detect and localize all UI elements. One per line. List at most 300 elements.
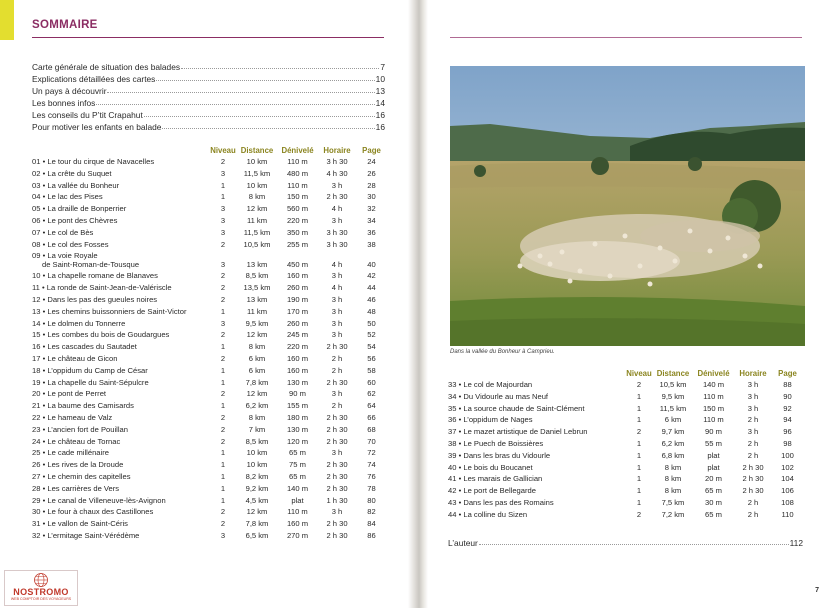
- hike-name: 31 • Le vallon de Saint-Céris: [32, 519, 128, 529]
- hike-name: 42 • Le port de Bellegarde: [448, 486, 536, 496]
- hike-horaire: 2 h 30: [326, 377, 348, 387]
- hike-distance: 8 km: [248, 412, 266, 422]
- hike-name: 15 • Les combes du bois de Goudargues: [32, 330, 170, 340]
- hike-title: Le cade millénaire: [47, 448, 109, 458]
- hike-number: 28: [32, 483, 41, 493]
- header-denivele: Dénivelé: [697, 369, 730, 378]
- hike-page: 84: [367, 519, 376, 529]
- table-header: [448, 368, 804, 379]
- hike-number: 07: [32, 227, 41, 237]
- hike-page: 30: [367, 192, 376, 202]
- hike-page: 32: [367, 204, 376, 214]
- page-number: 7: [815, 587, 819, 594]
- hike-title: Les carrières de Vers: [47, 483, 120, 493]
- hike-horaire: 3 h: [747, 427, 759, 437]
- hike-distance: 6,2 km: [245, 401, 269, 411]
- table-row: [32, 353, 388, 365]
- hike-denivele: 20 m: [705, 474, 722, 484]
- hike-denivele: 260 m: [286, 283, 309, 293]
- logo-tagline: WEB COMPTOIR DES VOYAGEURS: [10, 597, 72, 601]
- hike-distance: 11 km: [246, 215, 268, 225]
- toc-label: Pour motiver les enfants en balade: [32, 122, 162, 132]
- hike-title: La chapelle romane de Blanaves: [47, 271, 158, 281]
- hike-title: L’oppidum du Camp de César: [47, 365, 148, 375]
- hike-name: 33 • Le col de Majourdan: [448, 380, 533, 389]
- table-row: [32, 306, 388, 318]
- hike-page: 106: [781, 486, 794, 496]
- hike-horaire: 2 h 30: [326, 192, 348, 202]
- table-row: [32, 388, 388, 400]
- hike-distance: 10,5 km: [243, 239, 271, 249]
- hike-denivele: 65 m: [705, 486, 722, 496]
- hike-name: 37 • Le mazet artistique de Daniel Lebrun: [448, 427, 588, 437]
- hike-distance: 6,5 km: [245, 530, 269, 540]
- hike-title: Le mazet artistique de Daniel Lebrun: [463, 427, 588, 437]
- hike-horaire: 2 h 30: [326, 436, 348, 446]
- hike-title: La baume des Camisards: [47, 401, 134, 411]
- hike-niveau: 2: [220, 412, 226, 422]
- table-row: [448, 379, 804, 391]
- header-page: Page: [362, 146, 381, 155]
- hike-number: 08: [32, 239, 41, 249]
- hike-number: 26: [32, 460, 41, 470]
- table-row: [448, 497, 804, 509]
- hike-denivele: plat: [291, 495, 304, 505]
- table-row: [448, 438, 804, 450]
- hike-name: 01 • Le tour du cirque de Navacelles: [32, 157, 155, 166]
- book-gutter: [408, 0, 428, 608]
- hike-horaire: 3 h 30: [326, 157, 348, 166]
- table-row: [32, 191, 388, 203]
- auteur-label: L’auteur: [448, 538, 478, 548]
- hike-denivele: 140 m: [702, 380, 725, 389]
- hike-horaire: 3 h 30: [326, 227, 348, 237]
- header-horaire: Horaire: [323, 146, 351, 155]
- hike-number: 10: [32, 271, 41, 281]
- hike-number: 22: [32, 412, 41, 422]
- hike-niveau: 1: [220, 180, 226, 190]
- table-row: [32, 436, 388, 448]
- hike-horaire: 3 h: [331, 215, 343, 225]
- hike-page: 110: [781, 509, 794, 519]
- hike-niveau: 2: [220, 330, 226, 340]
- table-row: [32, 518, 388, 530]
- table-row: [32, 447, 388, 459]
- hike-horaire: 3 h: [331, 330, 343, 340]
- hike-number: 18: [32, 365, 41, 375]
- auteur-entry: [448, 537, 803, 549]
- hike-niveau: 2: [636, 509, 642, 519]
- hike-title: Le canal de Villeneuve-lès-Avignon: [47, 495, 166, 505]
- hike-title: Le tour du cirque de Navacelles: [47, 157, 155, 166]
- header-distance: Distance: [240, 146, 274, 155]
- table-row: [32, 215, 388, 227]
- hike-denivele: 155 m: [286, 401, 309, 411]
- hike-page: 64: [367, 401, 376, 411]
- hike-niveau: 1: [220, 306, 226, 316]
- table-row: [32, 412, 388, 424]
- table-row: [448, 462, 804, 474]
- hike-page: 70: [367, 436, 376, 446]
- hike-page: 28: [367, 180, 376, 190]
- hike-name: 38 • Le Puech de Boissières: [448, 438, 544, 448]
- hike-niveau: 2: [220, 436, 226, 446]
- hike-denivele: 150 m: [702, 403, 725, 413]
- toc-page: 13: [375, 86, 385, 96]
- table-row: [448, 509, 804, 521]
- hike-niveau: 2: [636, 427, 642, 437]
- hike-number: 39: [448, 450, 457, 460]
- auteur-page: 112: [789, 538, 803, 548]
- hike-niveau: 2: [220, 519, 226, 529]
- hike-horaire: 2 h 30: [742, 474, 764, 484]
- toc-label: Les conseils du P’tit Crapahut: [32, 110, 143, 120]
- hike-denivele: plat: [707, 450, 720, 460]
- hike-horaire: 4 h 30: [326, 168, 348, 178]
- hike-denivele: 160 m: [286, 271, 309, 281]
- hike-name: 20 • Le pont de Perret: [32, 389, 107, 399]
- hike-niveau: 2: [220, 283, 226, 293]
- hike-niveau: 1: [220, 448, 226, 458]
- hike-name: 36 • L’oppidum de Nages: [448, 415, 533, 425]
- hike-horaire: 2 h 30: [326, 424, 348, 434]
- hike-name: 11 • La ronde de Saint-Jean-de-Valériscle: [32, 283, 172, 293]
- hike-name: 41 • Les marais de Gallician: [448, 474, 543, 484]
- hike-horaire: 3 h: [331, 318, 343, 328]
- hike-title: Le chemin des capitelles: [47, 471, 131, 481]
- hike-page: 26: [367, 168, 376, 178]
- hike-page: 56: [367, 353, 376, 363]
- hike-page: 36: [367, 227, 376, 237]
- table-row: [32, 377, 388, 389]
- hike-distance: 9,5 km: [661, 391, 685, 401]
- table-row: [448, 426, 804, 438]
- hike-name: 27 • Le chemin des capitelles: [32, 471, 131, 481]
- hike-distance: 9,2 km: [245, 483, 269, 493]
- hike-name: 03 • La vallée du Bonheur: [32, 180, 120, 190]
- hike-niveau: 2: [220, 239, 226, 249]
- hike-niveau: 3: [220, 168, 226, 178]
- hike-number: 03: [32, 180, 41, 190]
- hike-denivele: 65 m: [289, 448, 306, 458]
- hike-distance: 9,5 km: [245, 318, 269, 328]
- hike-niveau: 1: [220, 483, 226, 493]
- hike-page: 60: [367, 377, 376, 387]
- leader-dots: [156, 72, 374, 81]
- hike-horaire: 2 h: [747, 438, 759, 448]
- table-row: [448, 485, 804, 497]
- toc-label: Carte générale de situation des balades: [32, 62, 181, 72]
- hike-name: 07 • Le col de Bès: [32, 227, 94, 237]
- table-row: [32, 294, 388, 306]
- hike-name: 24 • Le château de Tornac: [32, 436, 121, 446]
- landscape-photo: [450, 66, 805, 346]
- hike-name: 26 • Les rives de la Droude: [32, 460, 124, 470]
- hike-name: 05 • La draille de Bonperrier: [32, 204, 127, 214]
- hike-denivele: 170 m: [286, 306, 309, 316]
- toc-label: Un pays à découvrir: [32, 86, 107, 96]
- hike-denivele: 90 m: [705, 427, 722, 437]
- table-row: [448, 391, 804, 403]
- nostromo-logo: [4, 570, 78, 606]
- hike-title: Du Vidourle au mas Neuf: [463, 391, 549, 401]
- table-header: [32, 145, 388, 156]
- hike-distance: 6,8 km: [661, 450, 685, 460]
- toc-label: Explications détaillées des cartes: [32, 74, 156, 84]
- toc-page: 16: [375, 110, 385, 120]
- hike-niveau: 2: [220, 353, 226, 363]
- hike-title: Le château de Tornac: [47, 436, 121, 446]
- hike-niveau: 3: [220, 259, 226, 269]
- hike-distance: 10 km: [246, 157, 268, 166]
- toc-label: Les bonnes infos: [32, 98, 96, 108]
- hike-title: Le vallon de Saint-Céris: [47, 519, 128, 529]
- hike-name: 12 • Dans les pas des gueules noires: [32, 294, 158, 304]
- table-row: [32, 250, 388, 270]
- hike-number: 43: [448, 497, 457, 507]
- hike-horaire: 3 h: [747, 403, 759, 413]
- hike-name: 23 • L’ancien fort de Pouillan: [32, 424, 128, 434]
- leader-dots: [479, 536, 789, 545]
- hike-denivele: 110 m: [287, 180, 308, 190]
- hike-title: Le château de Gicon: [47, 353, 118, 363]
- hike-page: 62: [367, 389, 376, 399]
- table-row: [32, 471, 388, 483]
- hike-horaire: 2 h: [747, 497, 759, 507]
- hike-denivele: 180 m: [286, 412, 309, 422]
- hike-page: 80: [367, 495, 376, 505]
- hike-page: 44: [367, 283, 376, 293]
- hike-number: 09: [32, 250, 41, 260]
- hike-horaire: 2 h 30: [326, 471, 348, 481]
- hike-page: 74: [367, 460, 376, 470]
- hike-distance: 12 km: [246, 389, 268, 399]
- hike-page: 50: [367, 318, 376, 328]
- hike-title: Dans les bras du Vidourle: [463, 450, 551, 460]
- hike-number: 11: [32, 283, 40, 293]
- hike-title: Les combes du bois de Goudargues: [47, 330, 170, 340]
- hike-name: 04 • Le lac des Pises: [32, 192, 103, 202]
- hike-denivele: 350 m: [286, 227, 309, 237]
- hike-niveau: 3: [220, 215, 226, 225]
- header-horaire: Horaire: [739, 369, 767, 378]
- hike-niveau: 1: [636, 474, 642, 484]
- hike-number: 38: [448, 438, 457, 448]
- hike-page: 40: [367, 259, 376, 269]
- leader-dots: [107, 84, 374, 93]
- hike-horaire: 2 h: [747, 450, 759, 460]
- hike-title: Dans les pas des Romains: [463, 497, 554, 507]
- hike-page: 58: [367, 365, 376, 375]
- hike-denivele: 110 m: [287, 507, 308, 517]
- table-row: [32, 282, 388, 294]
- hike-denivele: 30 m: [705, 497, 722, 507]
- hike-denivele: 255 m: [286, 239, 309, 249]
- table-row: [448, 450, 804, 462]
- table-row: [32, 227, 388, 239]
- hike-niveau: 2: [220, 424, 226, 434]
- photo-caption: Dans la vallée du Bonheur à Camprieu.: [450, 349, 555, 355]
- table-row: [32, 506, 388, 518]
- hike-denivele: 120 m: [286, 436, 309, 446]
- hike-name: 25 • Le cade millénaire: [32, 448, 109, 458]
- hike-title: La ronde de Saint-Jean-de-Valériscle: [46, 283, 172, 293]
- hike-niveau: 1: [220, 495, 226, 505]
- hike-niveau: 2: [220, 157, 226, 166]
- hike-denivele: 110 m: [703, 391, 724, 401]
- hike-page: 52: [367, 330, 376, 340]
- hike-name: 19 • La chapelle du Saint-Sépulcre: [32, 377, 149, 387]
- hike-distance: 11,5 km: [243, 168, 271, 178]
- hike-distance: 11 km: [246, 306, 268, 316]
- hike-page: 100: [781, 450, 794, 460]
- hike-denivele: 130 m: [286, 424, 309, 434]
- hike-page: 104: [781, 474, 794, 484]
- hike-name: 13 • Les chemins buissonniers de Saint-Victor: [32, 306, 187, 316]
- hike-denivele: 160 m: [286, 353, 309, 363]
- hike-horaire: 3 h: [331, 507, 343, 517]
- hike-number: 05: [32, 204, 41, 214]
- hike-distance: 8,2 km: [245, 471, 269, 481]
- header-niveau: Niveau: [626, 369, 652, 378]
- hike-number: 32: [32, 530, 41, 540]
- hike-number: 29: [32, 495, 41, 505]
- hike-niveau: 1: [220, 377, 226, 387]
- hike-niveau: 1: [636, 391, 642, 401]
- hike-number: 44: [448, 509, 457, 519]
- hike-niveau: 2: [220, 389, 226, 399]
- hike-niveau: 1: [220, 401, 226, 411]
- hike-page: 76: [367, 471, 376, 481]
- hike-horaire: 3 h: [747, 391, 759, 401]
- hike-title: Le col de Majourdan: [463, 380, 533, 389]
- header-name: [448, 368, 624, 379]
- hike-distance: 13 km: [246, 294, 268, 304]
- hike-page: 92: [783, 403, 792, 413]
- leader-dots: [96, 96, 374, 105]
- hike-page: 66: [367, 412, 376, 422]
- hike-denivele: 75 m: [289, 460, 306, 470]
- hike-page: 72: [367, 448, 376, 458]
- hike-niveau: 3: [220, 530, 226, 540]
- hike-horaire: 3 h: [747, 380, 759, 389]
- hike-title: Le hameau de Valz: [47, 412, 113, 422]
- hike-distance: 8,5 km: [245, 436, 269, 446]
- hike-denivele: 450 m: [286, 259, 309, 269]
- hike-niveau: 1: [636, 486, 642, 496]
- hike-denivele: 190 m: [286, 294, 309, 304]
- hike-distance: 12 km: [246, 330, 268, 340]
- hike-niveau: 3: [220, 227, 226, 237]
- table-row: [32, 203, 388, 215]
- hike-number: 17: [32, 353, 41, 363]
- hike-denivele: 110 m: [703, 415, 724, 425]
- hike-page: 98: [783, 438, 792, 448]
- hike-distance: 12 km: [246, 204, 268, 214]
- hike-name: 09 • La voie Royale de Saint-Roman-de-Tousque: [32, 250, 140, 270]
- hike-niveau: 3: [220, 204, 226, 214]
- hike-niveau: 1: [636, 450, 642, 460]
- hike-title-line2: de Saint-Roman-de-Tousque: [42, 260, 140, 270]
- header-rule: [450, 37, 802, 38]
- table-row: [32, 318, 388, 330]
- hike-horaire: 3 h: [331, 294, 343, 304]
- hike-niveau: 3: [220, 318, 226, 328]
- hike-number: 19: [32, 377, 41, 387]
- hike-distance: 6 km: [248, 365, 266, 375]
- hike-page: 46: [367, 294, 376, 304]
- hike-denivele: 480 m: [286, 168, 309, 178]
- hike-number: 14: [32, 318, 41, 328]
- hike-distance: 13,5 km: [243, 283, 271, 293]
- hike-title: Le col des Fosses: [47, 239, 109, 249]
- hike-title: Les rives de la Droude: [47, 460, 124, 470]
- hike-title: La colline du Sizen: [463, 509, 528, 519]
- toc-page: 14: [375, 98, 385, 108]
- hike-distance: 9,7 km: [661, 427, 685, 437]
- hike-niveau: 1: [636, 462, 642, 472]
- header-page: Page: [778, 369, 797, 378]
- hike-distance: 10,5 km: [659, 380, 687, 389]
- table-row: [32, 483, 388, 495]
- hike-distance: 7,2 km: [661, 509, 685, 519]
- hike-denivele: 65 m: [289, 471, 306, 481]
- table-row: [32, 424, 388, 436]
- hike-denivele: 220 m: [286, 342, 309, 352]
- hike-denivele: 150 m: [286, 192, 309, 202]
- hike-page: 34: [367, 215, 376, 225]
- general-toc: [32, 61, 385, 133]
- hikes-table-right: [448, 368, 804, 521]
- hike-niveau: 1: [220, 365, 226, 375]
- hike-title: Les chemins buissonniers de Saint-Victor: [47, 306, 187, 316]
- hike-number: 42: [448, 486, 457, 496]
- hike-name: 17 • Le château de Gicon: [32, 353, 118, 363]
- hike-page: 38: [367, 239, 376, 249]
- hike-title: Le dolmen du Tonnerre: [47, 318, 126, 328]
- table-row: [32, 180, 388, 192]
- table-row: [32, 400, 388, 412]
- hike-horaire: 2 h: [331, 365, 343, 375]
- hike-horaire: 2 h: [331, 401, 343, 411]
- hike-page: 108: [781, 497, 794, 507]
- hike-name: 30 • Le four à chaux des Castillones: [32, 507, 154, 517]
- hike-number: 41: [448, 474, 457, 484]
- hike-distance: 8 km: [664, 474, 682, 484]
- hike-title: Le four à chaux des Castillones: [47, 507, 154, 517]
- hike-niveau: 2: [220, 507, 226, 517]
- hike-title: Le port de Bellegarde: [463, 486, 536, 496]
- hike-denivele: 160 m: [286, 519, 309, 529]
- hike-name: 18 • L’oppidum du Camp de César: [32, 365, 148, 375]
- hike-denivele: 140 m: [286, 483, 309, 493]
- hike-number: 35: [448, 403, 457, 413]
- hike-distance: 4,5 km: [245, 495, 269, 505]
- table-row: [32, 495, 388, 507]
- hike-denivele: 160 m: [286, 365, 309, 375]
- hike-title: Le col de Bès: [47, 227, 94, 237]
- globe-icon: [5, 571, 77, 587]
- hike-horaire: 2 h 30: [326, 460, 348, 470]
- hike-name: 43 • Dans les pas des Romains: [448, 497, 554, 507]
- leader-dots: [144, 108, 375, 117]
- hike-title: La chapelle du Saint-Sépulcre: [47, 377, 149, 387]
- hike-title: L’ancien fort de Pouillan: [47, 424, 128, 434]
- hike-horaire: 4 h: [331, 283, 343, 293]
- hike-title: Dans les pas des gueules noires: [47, 294, 158, 304]
- hike-number: 20: [32, 389, 41, 399]
- hike-distance: 11,5 km: [243, 227, 271, 237]
